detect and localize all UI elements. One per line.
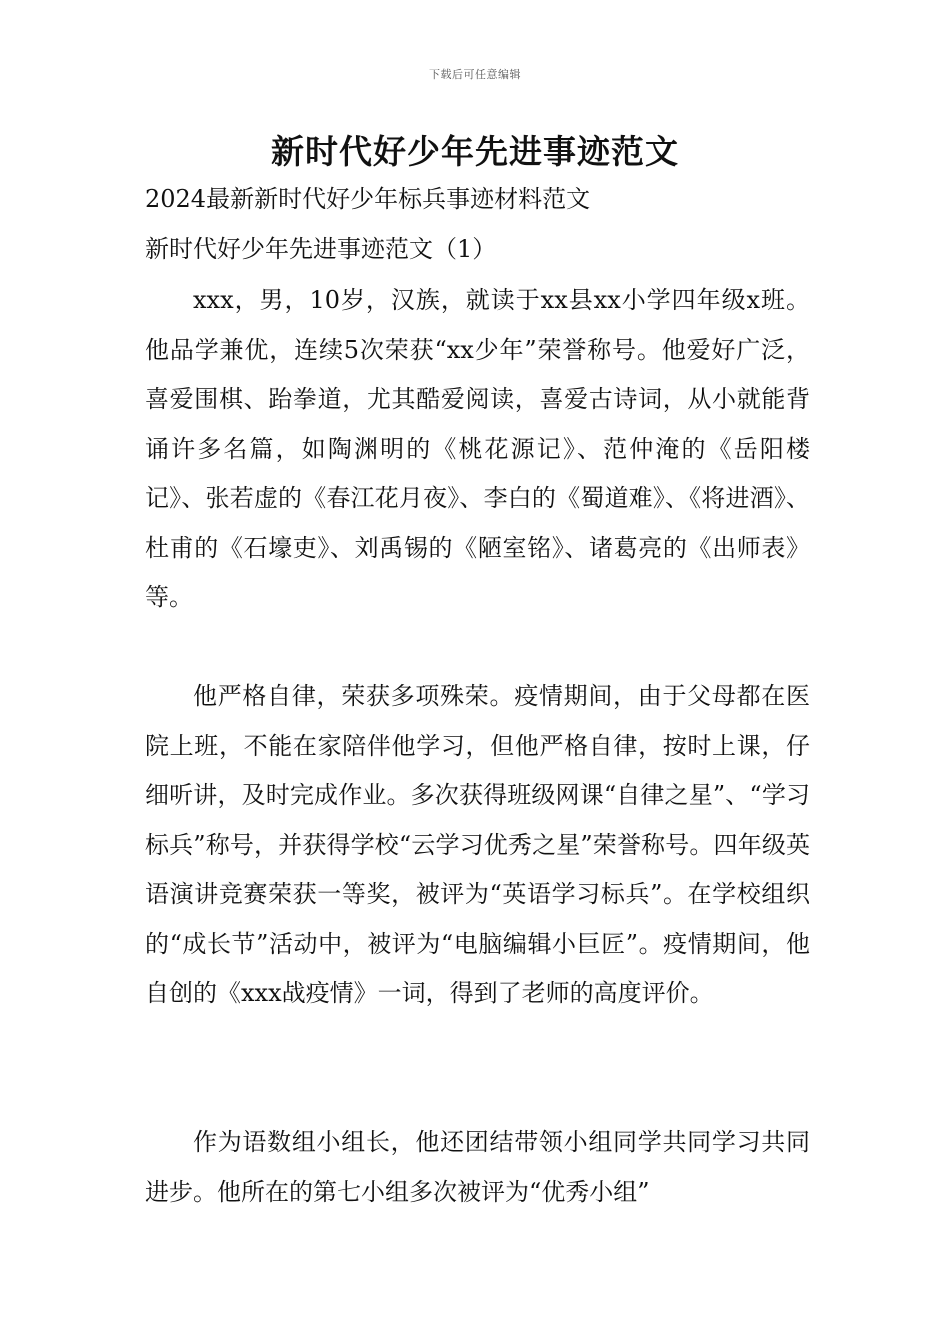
paragraph-3: 作为语数组小组长，他还团结带领小组同学共同学习共同进步。他所在的第七小组多次被评为“优秀小组” — [145, 1128, 810, 1206]
subtitle-2: 新时代好少年先进事迹范文（1） — [145, 235, 497, 263]
paragraph-2-block — [145, 672, 810, 1019]
paragraph-3-block — [145, 1118, 810, 1217]
document-title: 新时代好少年先进事迹范文 — [271, 132, 679, 171]
paragraph-1-block — [145, 276, 810, 623]
subtitle-1: 2024最新新时代好少年标兵事迹材料范文 — [145, 185, 591, 213]
paragraph-1: xxx，男，10岁，汉族，就读于xx县xx小学四年级x班。他品学兼优，连续5次荣获“xx少年”荣誉称号。他爱好广泛，喜爱围棋、跆拳道，尤其酷爱阅读，喜爱古诗词，从小就能背诵许多名篇，如陶渊明的《桃花源记》、范仲淹的《岳阳楼记》、张若虚的《春江花月夜》、李白的《蜀道难》、《将进酒》、杜甫的《石壕吏》、刘禹锡的《陋室铭》、诸葛亮的《出师表》等。 — [145, 286, 810, 611]
header-note: 下载后可任意编辑 — [429, 68, 521, 81]
paragraph-2: 他严格自律，荣获多项殊荣。疫情期间，由于父母都在医院上班，不能在家陪伴他学习，但他严格自律，按时上课，仔细听讲，及时完成作业。多次获得班级网课“自律之星”、“学习标兵”称号，并获得学校“云学习优秀之星”荣誉称号。四年级英语演讲竞赛荣获一等奖，被评为“英语学习标兵”。在学校组织的“成长节”活动中，被评为“电脑编辑小巨匠”。疫情期间，他自创的《xxx战疫情》一词，得到了老师的高度评价。 — [145, 682, 810, 1007]
